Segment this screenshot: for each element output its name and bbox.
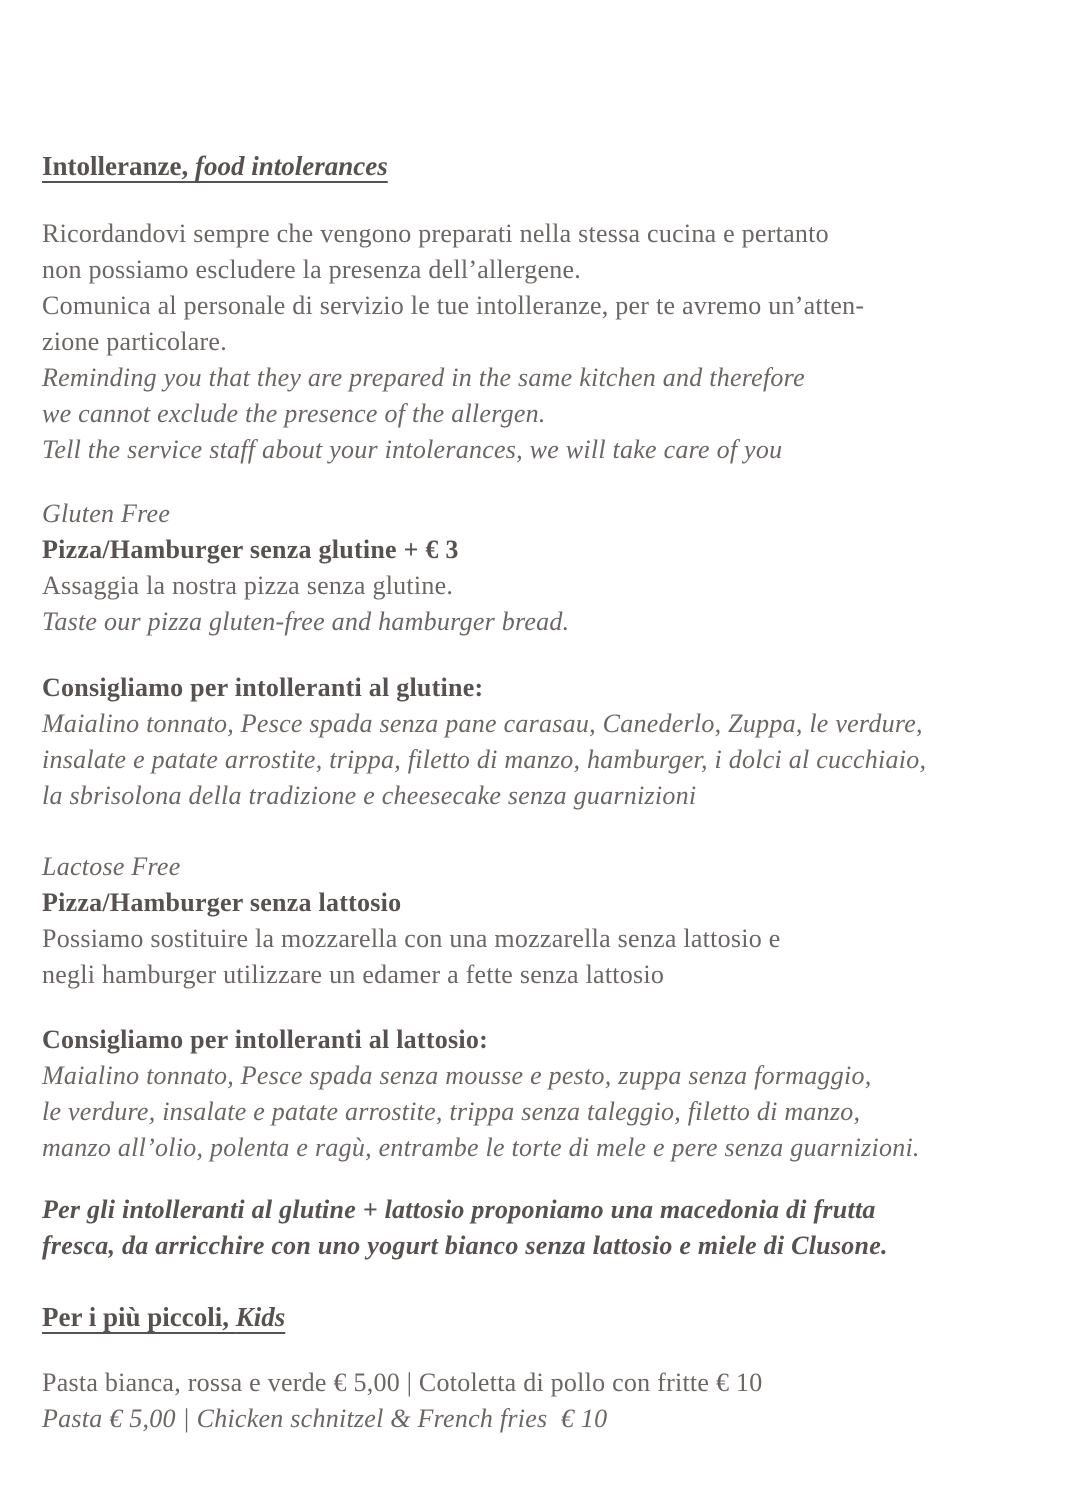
lactose-suggestions-line: manzo all’olio, polenta e ragù, entrambe le torte di mele e pere senza guarnizioni. bbox=[42, 1133, 920, 1163]
lactose-free-label: Lactose Free bbox=[42, 852, 181, 882]
lactose-suggestions-title: Consigliamo per intolleranti al lattosio: bbox=[42, 1025, 488, 1055]
heading-kids-italian: Per i più piccoli, bbox=[42, 1302, 236, 1333]
gluten-free-block bbox=[42, 496, 1060, 640]
lactose-suggestions-line: le verdure, insalate e patate arrostite, trippa senza taleggio, filetto di manzo, bbox=[42, 1097, 861, 1127]
gluten-free-desc-english: Taste our pizza gluten-free and hamburger bread. bbox=[42, 607, 570, 637]
lactose-free-desc-line: negli hamburger utilizzare un edamer a fette senza lattosio bbox=[42, 960, 665, 990]
intro-line-english: Reminding you that they are prepared in the same kitchen and therefore bbox=[42, 363, 805, 393]
lactose-suggestions-block bbox=[42, 1022, 1060, 1166]
combined-note-line: Per gli intolleranti al glutine + lattosio proponiamo una macedonia di frutta bbox=[42, 1195, 876, 1225]
heading-intolerances-italian: Intolleranze, bbox=[42, 151, 195, 182]
kids-menu-english: Pasta € 5,00 | Chicken schnitzel & French fries € 10 bbox=[42, 1404, 608, 1434]
intro-line-italian: Ricordandovi sempre che vengono preparati nella stessa cucina e pertanto bbox=[42, 219, 829, 249]
heading-intolerances-underline bbox=[42, 151, 388, 181]
gluten-free-label: Gluten Free bbox=[42, 499, 171, 529]
intro-line-italian: non possiamo escludere la presenza dell’allergene. bbox=[42, 255, 582, 285]
gluten-suggestions-line: la sbrisolona della tradizione e cheesecake senza guarnizioni bbox=[42, 781, 697, 811]
intro-paragraph bbox=[42, 216, 1060, 468]
lactose-free-block bbox=[42, 849, 1060, 993]
gluten-free-desc-italian: Assaggia la nostra pizza senza glutine. bbox=[42, 571, 454, 601]
combined-note-line: fresca, da arricchire con uno yogurt bianco senza lattosio e miele di Clusone. bbox=[42, 1231, 888, 1261]
gluten-suggestions-line: Maialino tonnato, Pesce spada senza pane carasau, Canederlo, Zuppa, le verdure, bbox=[42, 709, 923, 739]
heading-kids-underline bbox=[42, 1302, 285, 1332]
lactose-suggestions-line: Maialino tonnato, Pesce spada senza mousse e pesto, zuppa senza formaggio, bbox=[42, 1061, 872, 1091]
section-heading-intolerances bbox=[42, 148, 1060, 184]
intro-line-english: we cannot exclude the presence of the allergen. bbox=[42, 399, 546, 429]
heading-intolerances-english: food intolerances bbox=[194, 151, 388, 182]
intro-line-italian: zione particolare. bbox=[42, 327, 227, 357]
gluten-free-offer: Pizza/Hamburger senza glutine + € 3 bbox=[42, 535, 459, 565]
lactose-free-offer: Pizza/Hamburger senza lattosio bbox=[42, 888, 402, 918]
gluten-suggestions-title: Consigliamo per intolleranti al glutine: bbox=[42, 673, 484, 703]
intro-line-italian: Comunica al personale di servizio le tue intolleranze, per te avremo un’atten- bbox=[42, 291, 865, 321]
gluten-lactose-combined-note bbox=[42, 1192, 1060, 1264]
gluten-suggestions-block bbox=[42, 670, 1060, 814]
intro-line-english: Tell the service staff about your intolerances, we will take care of you bbox=[42, 435, 783, 465]
section-heading-kids bbox=[42, 1299, 1060, 1335]
gluten-suggestions-line: insalate e patate arrostite, trippa, filetto di manzo, hamburger, i dolci al cucchiaio, bbox=[42, 745, 927, 775]
kids-menu-block bbox=[42, 1365, 1060, 1437]
kids-menu-italian: Pasta bianca, rossa e verde € 5,00 | Cotoletta di pollo con fritte € 10 bbox=[42, 1368, 763, 1398]
heading-kids-english: Kids bbox=[235, 1302, 286, 1333]
lactose-free-desc-line: Possiamo sostituire la mozzarella con una mozzarella senza lattosio e bbox=[42, 924, 781, 954]
